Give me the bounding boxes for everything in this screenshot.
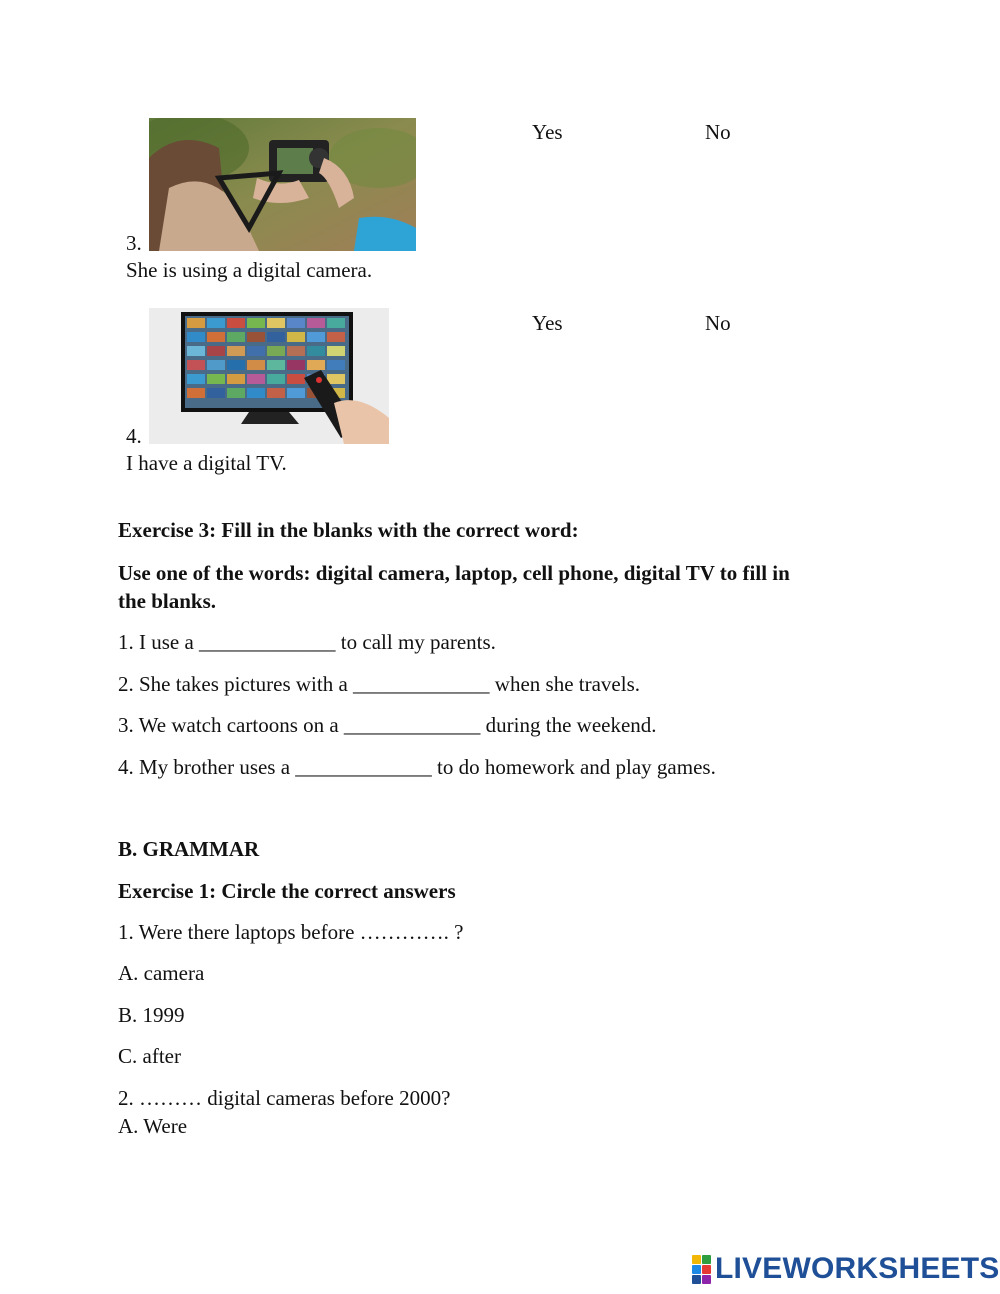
answer-option[interactable]: C. after bbox=[118, 1044, 181, 1068]
exercise-3-question[interactable]: 3. We watch cartoons on a _____________ during the weekend. bbox=[118, 713, 657, 737]
grammar-heading: B. GRAMMAR bbox=[118, 837, 260, 861]
exercise-3-question[interactable]: 1. I use a _____________ to call my parents. bbox=[118, 630, 496, 654]
answer-option[interactable]: A. camera bbox=[118, 961, 205, 985]
grammar-question-1: 1. Were there laptops before …………. ? bbox=[118, 920, 464, 944]
answer-option[interactable]: A. Were bbox=[118, 1114, 188, 1138]
exercise-3-instruction-continued: the blanks. bbox=[118, 589, 217, 613]
item-4-number: 4. bbox=[126, 424, 142, 448]
answer-option[interactable]: B. 1999 bbox=[118, 1003, 185, 1027]
exercise-3-question[interactable]: 4. My brother uses a _____________ to do homework and play games. bbox=[118, 755, 716, 779]
item-4-yes-option[interactable]: Yes bbox=[532, 311, 563, 335]
liveworksheets-logo bbox=[692, 1254, 1000, 1284]
exercise-3-title: Exercise 3: Fill in the blanks with the correct word: bbox=[118, 518, 579, 542]
grammar-exercise-1-title: Exercise 1: Circle the correct answers bbox=[118, 879, 456, 903]
grammar-question-2: 2. ……… digital cameras before 2000? bbox=[118, 1086, 451, 1110]
digital-tv-remote-photo bbox=[149, 308, 389, 444]
item-4-sentence: I have a digital TV. bbox=[126, 451, 287, 475]
logo-text: LIVEWORKSHEETS bbox=[715, 1252, 1000, 1285]
item-3-no-option[interactable]: No bbox=[705, 120, 731, 144]
exercise-3-question[interactable]: 2. She takes pictures with a _____________ when she travels. bbox=[118, 672, 640, 696]
item-3-number: 3. bbox=[126, 231, 142, 255]
woman-with-camera-photo bbox=[149, 118, 416, 251]
item-3-sentence: She is using a digital camera. bbox=[126, 258, 373, 282]
exercise-3-instruction: Use one of the words: digital camera, laptop, cell phone, digital TV to fill in bbox=[118, 561, 790, 585]
item-3-yes-option[interactable]: Yes bbox=[532, 120, 563, 144]
logo-mark-icon bbox=[692, 1255, 711, 1284]
item-4-no-option[interactable]: No bbox=[705, 311, 731, 335]
